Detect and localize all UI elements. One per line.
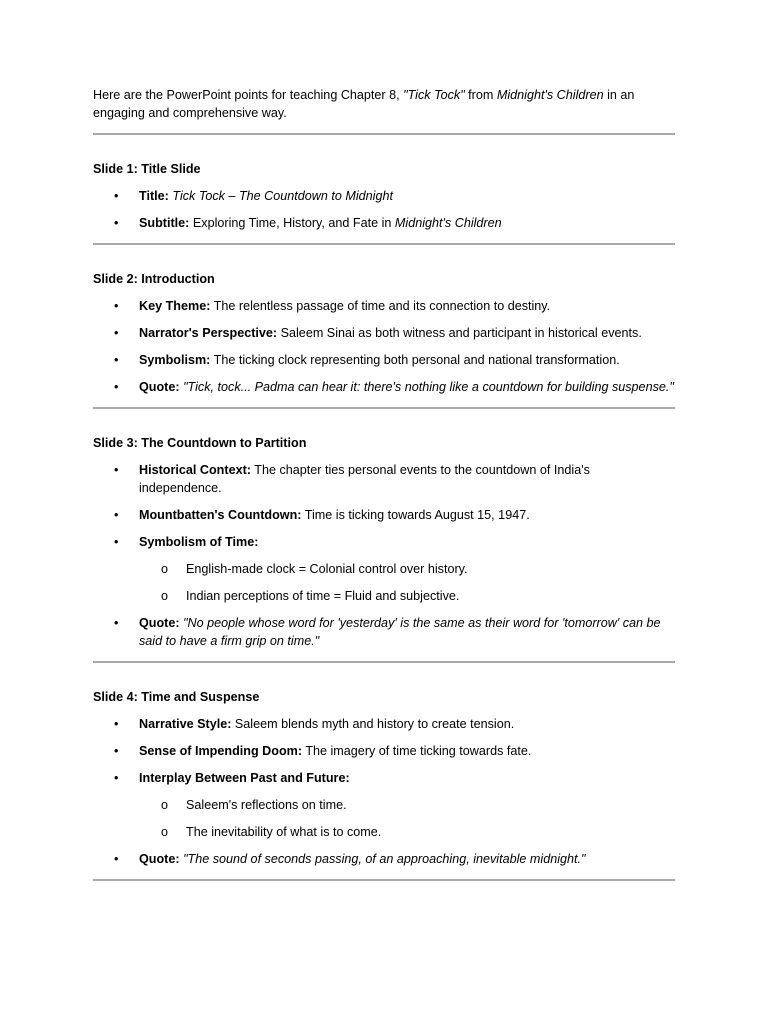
intro-prefix: Here are the PowerPoint points for teaching Chapter 8, [93,88,404,102]
bullet-text: Saleem Sinai as both witness and participant in historical events. [280,326,642,340]
list-item [93,614,675,650]
intro-book-title: Midnight's Children [496,88,604,102]
bullet-label: Sense of Impending Doom: [139,744,303,758]
bullet-text: The chapter ties personal events to the countdown of India's independence. [139,463,590,495]
document-page [93,86,675,881]
bullet-text: Tick Tock – The Countdown to Midnight [172,189,393,203]
quote-text: "No people whose word for 'yesterday' is the same as their word for 'tomorrow' can be said to have a firm grip on time." [139,616,661,648]
intro-paragraph [93,86,675,122]
horizontal-rule [93,407,675,409]
horizontal-rule [93,243,675,245]
list-item [93,769,675,841]
bullet-label: Quote: [139,616,180,630]
bullet-label: Title: [139,189,169,203]
intro-middle: from [464,88,497,102]
slide-2-list [93,297,675,396]
slide-3-list [93,461,675,650]
bullet-label: Interplay Between Past and Future: [139,771,350,785]
bullet-label: Symbolism of Time: [139,535,259,549]
bullet-book-title: Midnight's Children [394,216,502,230]
sub-list-item: o Saleem's reflections on time. [139,796,675,814]
bullet-text: The relentless passage of time and its connection to destiny. [213,299,551,313]
bullet-label: Narrative Style: [139,717,232,731]
bullet-label: Symbolism: [139,353,211,367]
list-item [93,533,675,605]
bullet-label: Narrator's Perspective: [139,326,278,340]
intro-suffix: in an engaging and comprehensive way. [93,88,635,120]
list-item [93,715,675,733]
list-item [93,506,675,524]
intro-chapter-title: "Tick Tock" [403,88,465,102]
slide-1-list [93,187,675,232]
sub-list [139,560,675,605]
list-item [93,378,675,396]
list-item [93,742,675,760]
bullet-text: Time is ticking towards August 15, 1947. [304,508,530,522]
slide-4-list [93,715,675,868]
list-item [93,214,675,232]
bullet-label: Quote: [139,852,180,866]
list-item [93,297,675,315]
sub-list-item: o The inevitability of what is to come. [139,823,675,841]
bullet-text: The ticking clock representing both personal and national transformation. [213,353,620,367]
bullet-label: Mountbatten's Countdown: [139,508,302,522]
list-item [93,850,675,868]
horizontal-rule [93,133,675,135]
bullet-text: Exploring Time, History, and Fate in [192,216,395,230]
sub-list-item: o Indian perceptions of time = Fluid and subjective. [139,587,675,605]
slide-3-heading: Slide 3: The Countdown to Partition [93,436,307,450]
bullet-text: The imagery of time ticking towards fate. [305,744,532,758]
bullet-text: Saleem blends myth and history to create tension. [234,717,515,731]
list-item [93,324,675,342]
sub-list [139,796,675,841]
slide-1-heading: Slide 1: Title Slide [93,162,201,176]
list-item [93,461,675,497]
bullet-label: Quote: [139,380,180,394]
list-item [93,351,675,369]
list-item [93,187,675,205]
slide-4-heading: Slide 4: Time and Suspense [93,690,260,704]
slide-2-heading: Slide 2: Introduction [93,272,215,286]
bullet-label: Key Theme: [139,299,211,313]
sub-list-item: o English-made clock = Colonial control over history. [139,560,675,578]
horizontal-rule [93,661,675,663]
bullet-label: Historical Context: [139,463,251,477]
horizontal-rule [93,879,675,881]
quote-text: "Tick, tock... Padma can hear it: there's nothing like a countdown for building suspense." [183,380,674,394]
quote-text: "The sound of seconds passing, of an approaching, inevitable midnight." [183,852,586,866]
bullet-label: Subtitle: [139,216,190,230]
